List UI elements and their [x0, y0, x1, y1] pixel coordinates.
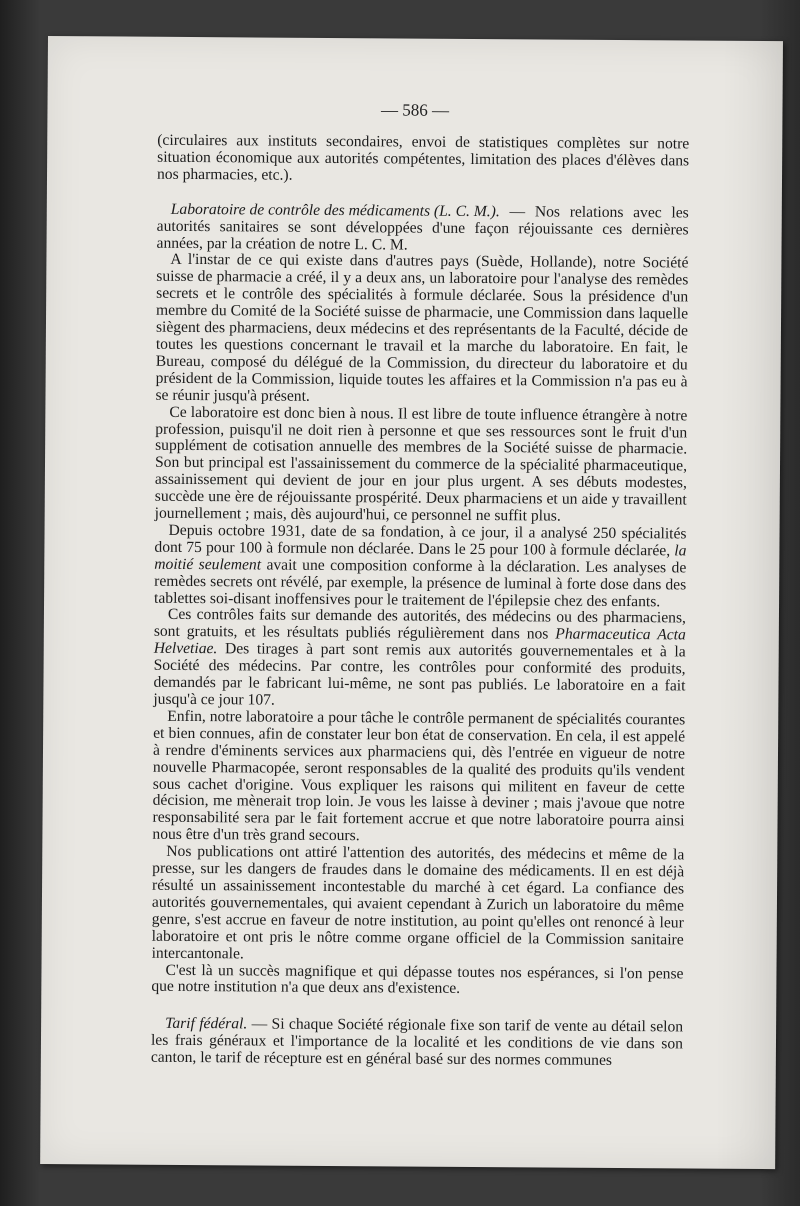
paragraph-part: Ces contrôles faits sur demande des autorités, des médecins ou des pharmaciens, sont gratuits, et les résultats publiés régulièrement dans nos — [153, 606, 687, 643]
journal-title: Pharmaceutica Acta Helvetiae. — [153, 625, 686, 658]
body-text — [151, 133, 690, 1071]
paragraph-part: Des tirages à part sont remis aux autorités gouvernementales et à la Société des médecins. Par contre, les contrôles pour conformité des produits, demandés par le fabricant lui-même, ne sont pas publiés. Le laboratoire en a fait jusqu'à ce jour 107. — [153, 640, 686, 709]
page-edge-shadow — [715, 41, 783, 1169]
paragraph-continuation: (circulaires aux instituts secondaires, envoi de statistiques complètes sur notre situation économique aux autorités compétentes, limitation des places d'élèves dans nos pharmacies, etc.). — [156, 131, 690, 184]
section-tarif — [151, 1016, 683, 1070]
paragraph: Ce laboratoire est donc bien à nous. Il est libre de toute influence étrangère à notre profession, puisqu'il ne doit rien à personne et que ses ressources sont le fruit d'un supplément de cotisation annuelle des membres de la Société suisse de pharmacie. Son but principal est l'assainissement du commerce de la spécialité pharmaceutique, assainissement qui devient de jour en jour plus urgent. A ses débuts modestes, succède une ère de réjouissante prospérité. Deux pharmaciens et un aide y travaillent journellement ; mais, dès aujourd'hui, ce personnel ne suffit plus. — [154, 403, 688, 525]
page-number: — 586 — — [380, 100, 450, 120]
document-page — [40, 36, 783, 1169]
paragraph-part: Depuis octobre 1931, date de sa fondation, à ce jour, il a analysé 250 spécialités dont 75 pour 100 à formule non déclarée. Dans le 25 pour 100 à formule déclarée, — [154, 521, 687, 560]
section-lcm-text: — Nos relations avec les autorités sanitaires se sont développées d'une façon réjouissante ces dernières années, par la création de notre L. C. M. — [156, 202, 689, 254]
paragraph: Nos publications ont attiré l'attention des autorités, des médecins et même de la presse, sur les dangers de fraudes dans le domaine des médicaments. Il en est déjà résulté un assainissement incontestable du marché à cet égard. La confiance des autorités gouvernementales, qui avaient cependant à Zurich un laboratoire du même genre, s'est accrue en faveur de notre institution, au point qu'elles ont renoncé à leur laboratoire et ont pris le nôtre comme organe officiel de la Commission sanitaire intercantonale. — [151, 843, 685, 962]
section-lcm-intro — [156, 201, 688, 255]
section-title-lcm: Laboratoire de contrôle des médicaments (L. C. M.). — [170, 200, 500, 220]
paragraph — [153, 607, 686, 712]
paragraph: Enfin, notre laboratoire a pour tâche le contrôle permanent de spécialités courantes et bien connues, afin de constater leur bon état de conservation. En cela, il est appelé à rendre d'éminents services aux pharmaciens qui, dès l'entrée en vigueur de notre nouvelle Pharmacopée, seront responsables de la qualité des produits qu'ils vendent sous cachet d'origine. Vous expliquer les raisons qui militent en faveur de cette décision, me mènerait trop loin. Je vous les laisse à deviner ; mais j'avoue que notre responsabilité sera par le fait fortement accrue et que notre laboratoire pourra ainsi nous être d'un très grand secours. — [152, 707, 686, 845]
paragraph: A l'instar de ce qui existe dans d'autres pays (Suède, Hollande), notre Société suisse de pharmacie a créé, il y a deux ans, un laboratoire pour l'analyse des remèdes secrets et le contrôle des spécialités à formule déclarée. Sous la présidence d'un membre du Comité de la Société suisse de pharmacie, une Commission dans laquelle siègent des pharmaciens, deux médecins et des représentants de la Faculté, décide de toutes les questions concernant le travail et la marche du laboratoire. En fait, le Bureau, composé du délégué de la Commission, du directeur du laboratoire et du président de la Commission, liquide toutes les affaires et la Commission n'a pas eu à se réunir jusqu'à présent. — [155, 251, 689, 405]
emphasis-text: la moitié seulement — [154, 542, 687, 574]
paragraph — [154, 523, 687, 611]
section-tarif-text: — Si chaque Société régionale fixe son tarif de vente au détail selon les frais généraux et l'importance de la localité et les conditions de vie dans son canton, le tarif de récepture est en général basé sur des normes communes — [150, 1015, 684, 1070]
paragraph: C'est là un succès magnifique et qui dépasse toutes nos espérances, si l'on pense que notre institution n'a que deux ans d'existence. — [151, 961, 684, 998]
section-title-tarif: Tarif fédéral. — [165, 1015, 248, 1033]
paragraph-part: avait une composition conforme à la déclaration. Les analyses de remèdes secrets ont révélé, par exemple, la présence de luminal à forte dose dans des tablettes soi-disant inoffensives pour le traitement de l'épilepsie chez des enfants. — [154, 556, 687, 610]
